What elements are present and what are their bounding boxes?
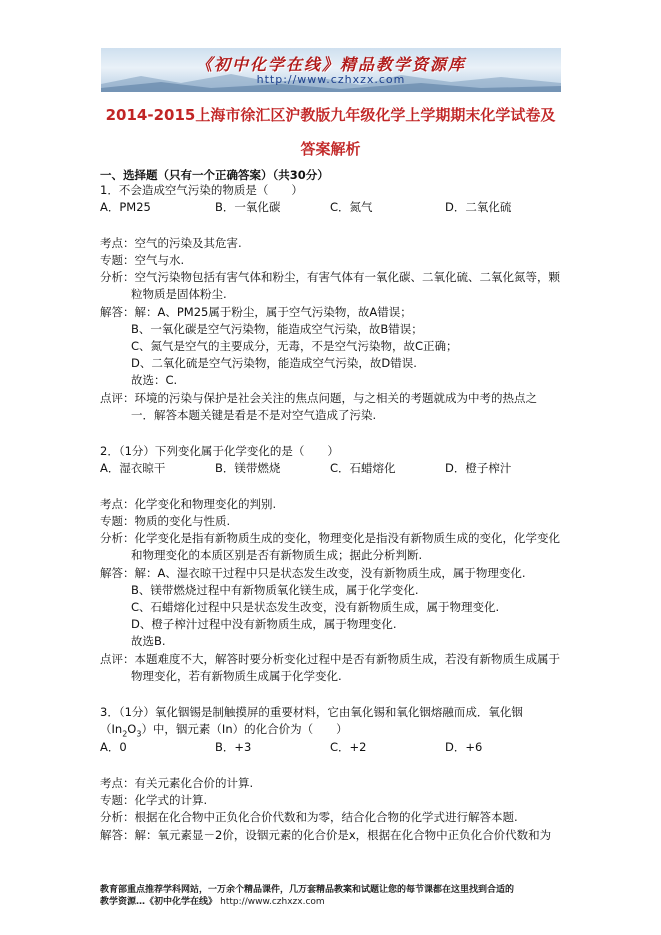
q3-option-d: D．+6 (445, 740, 483, 754)
q1-option-a: A．PM25 (100, 200, 151, 214)
q3-option-a: A．0 (100, 740, 127, 754)
q2-jieda-4: D、橙子榨汁过程中没有新物质生成，属于物理变化. (131, 617, 397, 631)
document-title-line2: 答案解析 (300, 140, 361, 158)
document-title-line1: 2014-2015上海市徐汇区沪教版九年级化学上学期期末化学试卷及 (105, 106, 556, 124)
page-footer (100, 884, 570, 908)
q2-dianping-2: 物理变化，若有新物质生成属于化学变化. (131, 669, 342, 683)
q1-jieda-4: D、二氧化硫是空气污染物，能造成空气污染，故D错误. (131, 356, 417, 370)
q2-kaodian: 考点：化学变化和物理变化的判别. (100, 497, 277, 511)
footer-url[interactable]: http://www.czhxzx.com (220, 897, 325, 907)
q2-dianping-1: 点评：本题难度不大，解答时要分析变化过程中是否有新物质生成，若没有新物质生成属于 (100, 652, 560, 666)
q1-option-d: D．二氧化硫 (445, 200, 512, 214)
q1-option-c: C．氮气 (330, 200, 373, 214)
footer-line1: 教育部重点推荐学科网站，一万余个精品课件，几万套精品教案和试题让您的每节课都在这里找到合适的 (100, 885, 515, 895)
q2-option-d: D．橙子榨汁 (445, 461, 512, 475)
q2-jieda-1: 解答：解：A、湿衣晾干过程中只是状态发生改变，没有新物质生成，属于物理变化. (100, 566, 526, 580)
q2-jieda-2: B、镁带燃烧过程中有新物质氧化镁生成，属于化学变化. (131, 583, 419, 597)
q1-jieda-3: C、氮气是空气的主要成分，无毒，不是空气污染物，故C正确； (131, 339, 458, 353)
q1-fenxi-1: 分析：空气污染物包括有害气体和粉尘，有害气体有一氧化碳、二氧化硫、二氧化氮等，颗 (100, 270, 560, 284)
q2-option-b: B．镁带燃烧 (215, 461, 281, 475)
q3-kaodian: 考点：有关元素化合价的计算. (100, 776, 254, 790)
q2-jieda-5: 故选B. (131, 634, 166, 648)
q2-option-a: A．湿衣晾干 (100, 461, 166, 475)
q1-zhuanti: 专题：空气与水. (100, 253, 185, 267)
q3-fenxi-1: 分析：根据在化合物中正负化合价代数和为零，结合化合物的化学式进行解答本题. (100, 810, 518, 824)
q1-stem: 1．不会造成空气污染的物质是（ ） (100, 183, 303, 197)
q1-option-b: B．一氧化碳 (215, 200, 281, 214)
q3-jieda-1: 解答：解：氧元素显－2价，设铟元素的化合价是x，根据在化合物中正负化合价代数和为 (100, 828, 552, 842)
q3-option-c: C．+2 (330, 740, 367, 754)
q2-stem: 2．（1分）下列变化属于化学变化的是（ ） (100, 444, 339, 458)
q3-zhuanti: 专题：化学式的计算. (100, 793, 208, 807)
header-banner (101, 48, 561, 92)
section-heading: 一、选择题（只有一个正确答案）（共30分） (100, 168, 329, 182)
q2-fenxi-2: 和物理变化的本质区别是否有新物质生成；据此分析判断. (131, 548, 423, 562)
q2-fenxi-1: 分析：化学变化是指有新物质生成的变化，物理变化是指没有新物质生成的变化，化学变化 (100, 531, 560, 545)
q1-dianping-1: 点评：环境的污染与保护是社会关注的焦点问题，与之相关的考题就成为中考的热点之 (100, 391, 537, 405)
q1-dianping-2: 一．解答本题关键是看是不是对空气造成了污染. (131, 408, 377, 422)
q3-stem: 3．（1分）氧化铟锡是制触摸屏的重要材料，它由氧化锡和氧化铟熔融而成．氧化铟 (100, 705, 523, 719)
q2-option-c: C．石蜡熔化 (330, 461, 396, 475)
q1-jieda-2: B、一氧化碳是空气污染物，能造成空气污染，故B错误； (131, 322, 423, 336)
q2-zhuanti: 专题：物质的变化与性质. (100, 514, 231, 528)
q3-option-b: B．+3 (215, 740, 252, 754)
q2-jieda-3: C、石蜡熔化过程中只是状态发生改变，没有新物质生成，属于物理变化. (131, 600, 500, 614)
q1-fenxi-2: 粒物质是固体粉尘. (131, 287, 227, 301)
q1-jieda-1: 解答：解：A、PM25属于粉尘，属于空气污染物，故A错误； (100, 305, 412, 319)
q3-stem-line2: $(In_2O_3)$中，铟元素（In）的化合价为（ ） (100, 722, 348, 739)
footer-line2: 教学资源…《初中化学在线》 http://www.czhxzx.com (100, 897, 325, 907)
banner-title: 《初中化学在线》精品教学资源库 (195, 55, 466, 74)
q1-kaodian: 考点：空气的污染及其危害. (100, 236, 242, 250)
q1-jieda-5: 故选：C. (131, 373, 178, 387)
banner-url[interactable]: http://www.czhxzx.com (256, 73, 406, 86)
